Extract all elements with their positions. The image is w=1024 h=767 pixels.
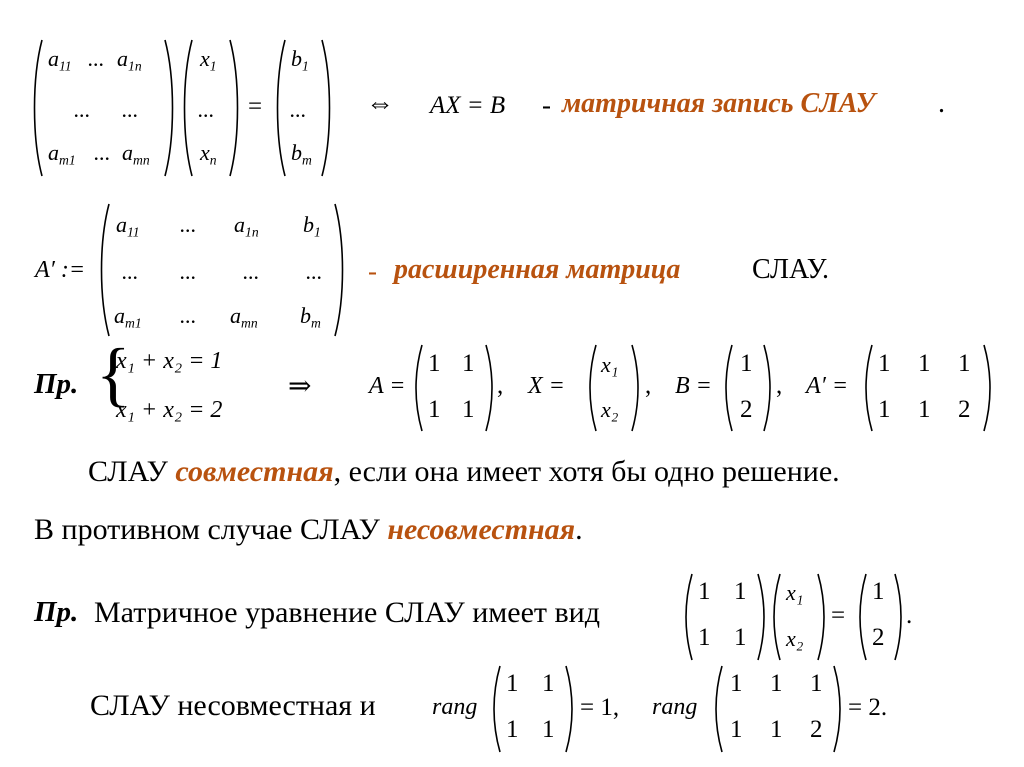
example1-x-label: X = bbox=[528, 373, 565, 399]
example1-x1: x₁ bbox=[601, 352, 619, 377]
example1-brace-icon: { bbox=[96, 334, 131, 414]
example2-equals: = bbox=[831, 602, 846, 629]
row1-xn: $x_n$ bbox=[200, 140, 217, 168]
row1-mid-dots-b: ... bbox=[122, 97, 139, 122]
row1-dots1: ... bbox=[88, 46, 105, 71]
example1-x-left-paren bbox=[586, 343, 598, 433]
conclusion-text: СЛАУ несовместная и bbox=[90, 689, 376, 722]
example1-ap-right-paren bbox=[982, 343, 994, 433]
row1-formula: AX = B bbox=[430, 92, 506, 119]
row1-vector-x-right-paren bbox=[228, 38, 242, 178]
example1-x-right-paren bbox=[630, 343, 642, 433]
example1-b-right-paren bbox=[762, 343, 774, 433]
example1-ap-12: 1 bbox=[918, 350, 931, 377]
row2-r1-c2: ... bbox=[180, 212, 197, 237]
row1-amn: $a_{mn}$ bbox=[122, 140, 150, 168]
example1-eq1: x₁ + x₂ = 1 bbox=[116, 348, 223, 374]
conclusion-m2-left-paren bbox=[712, 664, 724, 754]
row2-r3-c1: $a_{m1}$ bbox=[114, 303, 142, 331]
example1-eq2: x₁ + x₂ = 2 bbox=[116, 397, 223, 423]
definition-term: совместная bbox=[175, 455, 334, 488]
row1-bm: $b_m$ bbox=[291, 140, 312, 168]
example1-pr: Пр. bbox=[34, 368, 79, 400]
example1-b-label: B = bbox=[675, 373, 712, 399]
example1-a-11: 1 bbox=[428, 350, 441, 377]
row2-right-paren bbox=[333, 202, 347, 338]
row2-dash: - bbox=[368, 256, 377, 286]
example1-a-22: 1 bbox=[462, 396, 475, 423]
example2-b-right-paren bbox=[893, 572, 905, 662]
row1-period: . bbox=[938, 88, 945, 119]
conclusion-m2-12: 1 bbox=[770, 670, 783, 697]
example2-m-11: 1 bbox=[698, 578, 711, 605]
row2-r2-c3: ... bbox=[243, 259, 260, 284]
row2-label: расширенная матрица bbox=[394, 254, 681, 285]
conclusion-res2: = 2. bbox=[848, 694, 888, 721]
conclusion-m2-21: 1 bbox=[730, 716, 743, 743]
row2-r3-c4: $b_m$ bbox=[300, 303, 321, 331]
row2-r2-c1: ... bbox=[122, 259, 139, 284]
example2-b2: 2 bbox=[872, 624, 885, 651]
example2-x-right-paren bbox=[816, 572, 828, 662]
definition-prefix: СЛАУ bbox=[88, 455, 168, 488]
example1-ap-22: 1 bbox=[918, 396, 931, 423]
row1-b-dots: ... bbox=[290, 97, 307, 122]
example1-b2: 2 bbox=[740, 396, 753, 423]
row2-r2-c4: ... bbox=[306, 259, 323, 284]
example1-comma-b: , bbox=[776, 372, 783, 399]
row2-lhs: A′ := bbox=[35, 257, 86, 283]
example1-ap-23: 2 bbox=[958, 396, 971, 423]
row1-mid-dots-a: ... bbox=[74, 97, 91, 122]
row2-r1-c1: $a_{11}$ bbox=[116, 212, 140, 240]
conclusion-m2-right-paren bbox=[832, 664, 844, 754]
example1-a-left-paren bbox=[412, 343, 424, 433]
conclusion-rang1: rang bbox=[432, 694, 478, 720]
example1-ap-21: 1 bbox=[878, 396, 891, 423]
conclusion-m2-13: 1 bbox=[810, 670, 823, 697]
example1-implies-icon: ⇒ bbox=[288, 371, 312, 402]
example2-m-12: 1 bbox=[734, 578, 747, 605]
row1-dash: - bbox=[542, 90, 551, 120]
conclusion-m1-11: 1 bbox=[506, 670, 519, 697]
row2-r2-c2: ... bbox=[180, 259, 197, 284]
row2-r3-c2: ... bbox=[180, 303, 197, 328]
example1-comma-a: , bbox=[497, 372, 504, 399]
conclusion-m1-12: 1 bbox=[542, 670, 555, 697]
example2-text: Матричное уравнение СЛАУ имеет вид bbox=[94, 596, 600, 629]
example2-b-left-paren bbox=[856, 572, 868, 662]
row1-vector-x-left-paren bbox=[180, 38, 194, 178]
conclusion-res1: = 1, bbox=[580, 694, 620, 721]
row1-equals: = bbox=[248, 93, 263, 120]
example2-period: . bbox=[906, 602, 913, 629]
conclusion-rang2: rang bbox=[652, 694, 698, 720]
example1-x2: x₂ bbox=[601, 397, 619, 422]
example2-x1: x₁ bbox=[786, 580, 804, 605]
conclusion-m1-21: 1 bbox=[506, 716, 519, 743]
example1-ap-11: 1 bbox=[878, 350, 891, 377]
conclusion-m1-right-paren bbox=[564, 664, 576, 754]
example1-comma-x: , bbox=[645, 372, 652, 399]
example1-ap-label: A′ = bbox=[806, 373, 849, 399]
conclusion-m1-left-paren bbox=[490, 664, 502, 754]
example1-a-right-paren bbox=[484, 343, 496, 433]
example1-a-label: A = bbox=[369, 373, 406, 399]
example2-m-left-paren bbox=[682, 572, 694, 662]
example1-a-12: 1 bbox=[462, 350, 475, 377]
row2-r3-c3: $a_{mn}$ bbox=[230, 303, 258, 331]
example1-ap-left-paren bbox=[862, 343, 874, 433]
example2-m-right-paren bbox=[756, 572, 768, 662]
example2-x-left-paren bbox=[770, 572, 782, 662]
row2-r1-c4: $b_1$ bbox=[303, 212, 321, 240]
row1-x-dots: ... bbox=[198, 97, 215, 122]
opposite-line bbox=[34, 513, 583, 547]
row1-b1: $b_1$ bbox=[291, 46, 309, 74]
conclusion-m2-22: 1 bbox=[770, 716, 783, 743]
example2-x2: x₂ bbox=[786, 626, 804, 651]
example1-b1: 1 bbox=[740, 350, 753, 377]
conclusion-m1-22: 1 bbox=[542, 716, 555, 743]
row1-dots3: ... bbox=[94, 140, 111, 165]
definition-suffix: , если она имеет хотя бы одно решение. bbox=[333, 455, 840, 488]
row1-matrix-a-right-paren bbox=[163, 38, 177, 178]
opposite-suffix: . bbox=[575, 513, 583, 546]
conclusion-m2-11: 1 bbox=[730, 670, 743, 697]
example2-m-21: 1 bbox=[698, 624, 711, 651]
definition-line bbox=[88, 455, 840, 489]
row1-a1n: $a_{1n}$ bbox=[117, 46, 142, 74]
example2-m-22: 1 bbox=[734, 624, 747, 651]
row1-vector-b-right-paren bbox=[320, 38, 334, 178]
example2-pr: Пр. bbox=[34, 596, 79, 628]
row1-a11: $a_{11}$ bbox=[48, 46, 72, 74]
row1-vector-b-left-paren bbox=[273, 38, 287, 178]
opposite-prefix: В противном случае СЛАУ bbox=[34, 513, 380, 546]
row1-matrix-a-left-paren bbox=[30, 38, 44, 178]
example1-ap-13: 1 bbox=[958, 350, 971, 377]
example2-b1: 1 bbox=[872, 578, 885, 605]
example1-a-21: 1 bbox=[428, 396, 441, 423]
example1-b-left-paren bbox=[722, 343, 734, 433]
conclusion-m2-23: 2 bbox=[810, 716, 823, 743]
row1-iff-icon: ⇔ bbox=[366, 88, 394, 119]
row2-left-paren bbox=[97, 202, 111, 338]
row2-tail: СЛАУ. bbox=[752, 254, 829, 285]
row2-r1-c3: $a_{1n}$ bbox=[234, 212, 259, 240]
row1-am1: $a_{m1}$ bbox=[48, 140, 76, 168]
row1-label: матричная запись СЛАУ bbox=[562, 88, 876, 119]
row1-x1: $x_1$ bbox=[200, 46, 217, 74]
opposite-term: несовместная bbox=[387, 513, 576, 546]
